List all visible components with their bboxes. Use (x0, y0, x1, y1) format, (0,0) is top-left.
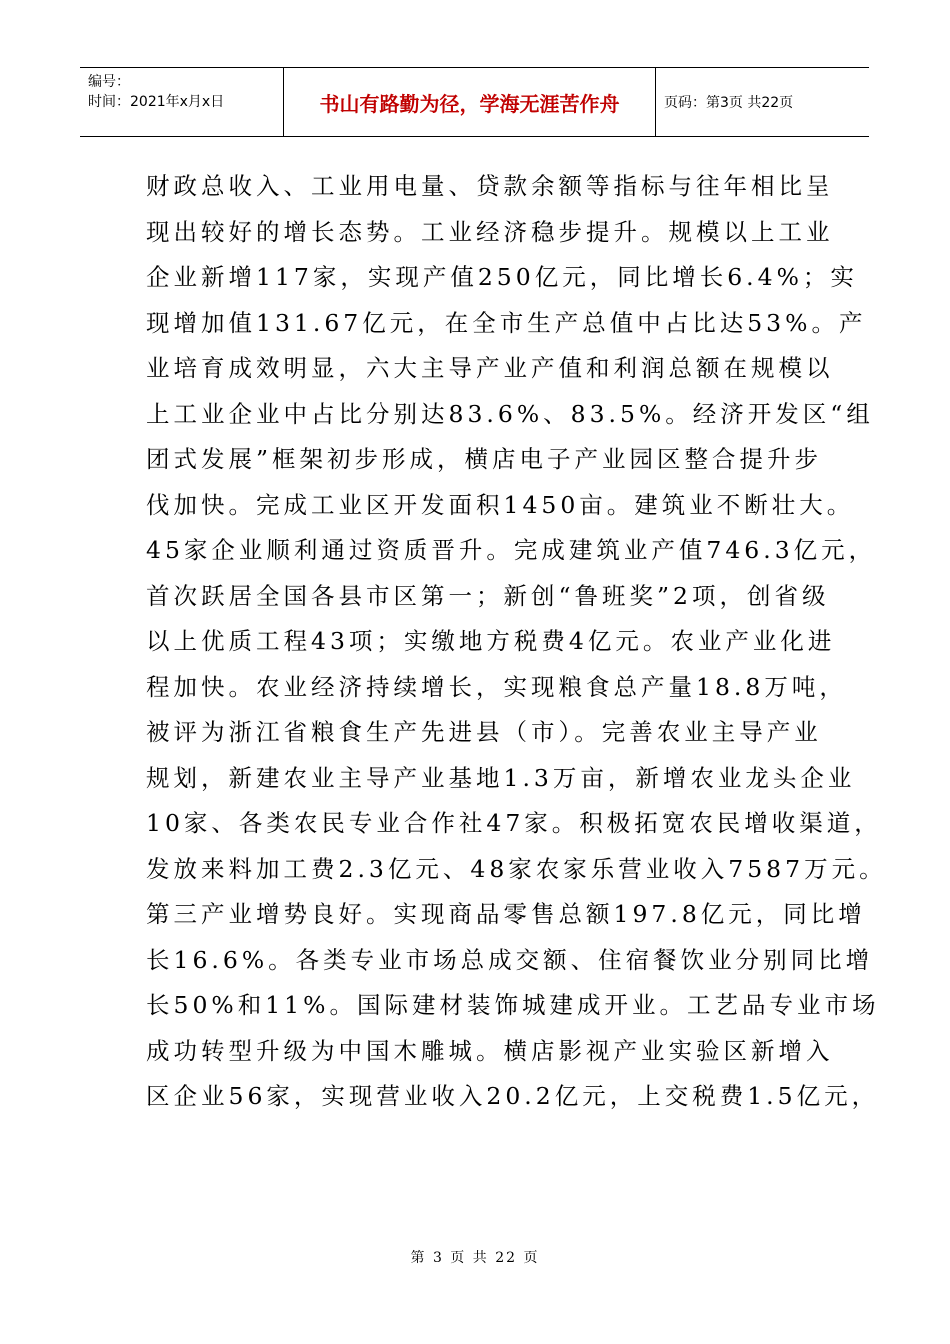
text-line: 伐加快。完成工业区开发面积1450亩。建筑业不断壮大。 (146, 490, 855, 519)
text-line: 成功转型升级为中国木雕城。横店影视产业实验区新增入 (146, 1036, 834, 1065)
document-body (146, 164, 887, 1120)
header-page-info: 页码：第3页 共22页 (664, 95, 794, 111)
text-line: 程加快。农业经济持续增长，实现粮食总产量18.8万吨， (146, 672, 847, 701)
page-header (80, 67, 869, 137)
page-footer: 第 3 页 共 22 页 (410, 1250, 540, 1266)
text-line: 长16.6%。各类专业市场总成交额、住宿餐饮业分别同比增 (146, 945, 874, 974)
text-line: 第三产业增势良好。实现商品零售总额197.8亿元，同比增 (146, 900, 866, 928)
text-line: 被评为浙江省粮食生产先进县（市）。完善农业主导产业 (146, 718, 822, 746)
text-line: 团式发展”框架初步形成，横店电子产业园区整合提升步 (146, 445, 823, 473)
text-line: 业培育成效明显，六大主导产业产值和利润总额在规模以 (146, 354, 834, 382)
text-line: 现出较好的增长态势。工业经济稳步提升。规模以上工业 (146, 217, 834, 246)
text-line: 区企业56家，实现营业收入20.2亿元，上交税费1.5亿元， (146, 1082, 880, 1110)
text-line: 以上优质工程43项；实缴地方税费4亿元。农业产业化进 (146, 627, 836, 655)
text-line: 现增加值131.67亿元，在全市生产总值中占比达53%。产 (146, 308, 867, 337)
text-line: 首次跃居全国各县市区第一；新创“鲁班奖”2项，创省级 (146, 581, 830, 610)
doc-number-label: 编号： (88, 74, 130, 90)
header-motto: 书山有路勤为径，学海无涯苦作舟 (284, 68, 656, 136)
text-line: 长50%和11%。国际建材装饰城建成开业。工艺品专业市场 (146, 991, 880, 1019)
text-line: 财政总收入、工业用电量、贷款余额等指标与往年相比呈 (146, 172, 834, 200)
text-line: 发放来料加工费2.3亿元、48家农家乐营业收入7587万元。 (146, 854, 887, 883)
header-meta (80, 68, 284, 136)
text-line: 企业新增117家，实现产值250亿元，同比增长6.4%；实 (146, 263, 858, 291)
text-line: 45家企业顺利通过资质晋升。完成建筑业产值746.3亿元， (146, 536, 877, 564)
text-line: 规划，新建农业主导产业基地1.3万亩，新增农业龙头企业 (146, 763, 856, 792)
doc-time-label: 时间：2021年x月x日 (88, 94, 225, 110)
text-line: 10家、各类农民专业合作社47家。积极拓宽农民增收渠道， (146, 809, 882, 837)
text-line: 上工业企业中占比分别达83.6%、83.5%。经济开发区“组 (146, 399, 874, 428)
